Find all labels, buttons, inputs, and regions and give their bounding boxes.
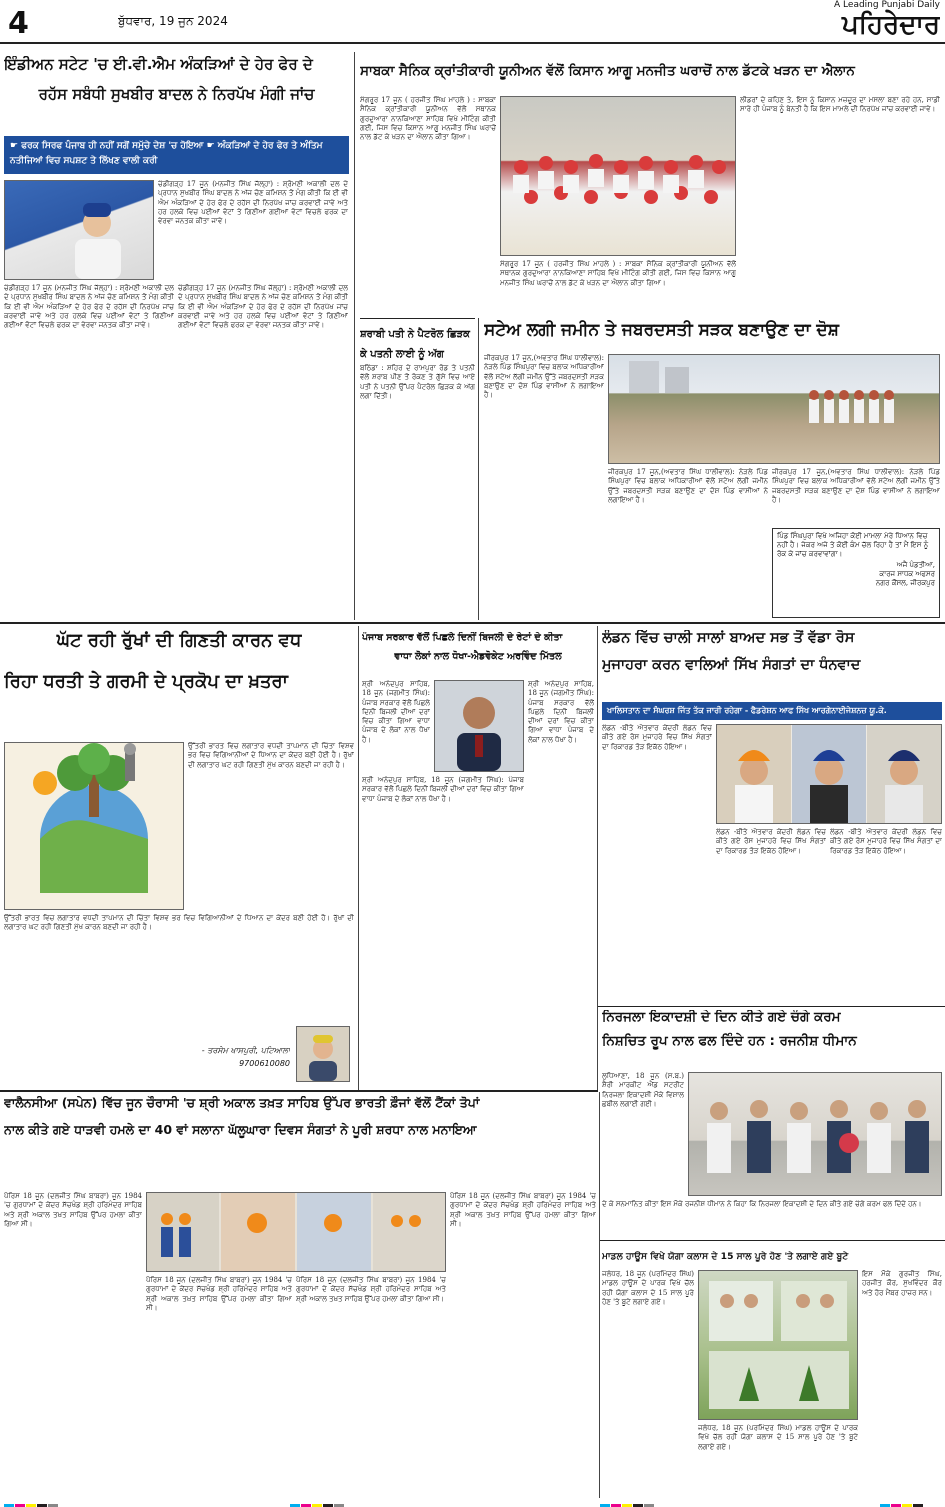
- story-valencia-col-2: [146, 1276, 292, 1498]
- story-evm-lead-right: ਚੰਡੀਗੜ੍ਹ 17 ਜੂਨ (ਮਨਜੀਤ ਸਿੰਘ ਜੱਲ੍ਹਾ) : ਸ਼੍ਰੋਮਣੀ ਅਕਾਲੀ ਦਲ ਦੇ ਪ੍ਰਧਾਨ ਸੁਖਬੀਰ ਸਿੰਘ ਬਾਦਲ ਨੇ ਅੱਜ ਚੋਣ ਕਮਿਸ਼ਨ ਤੋਂ ਮੰਗ ਕੀਤੀ ਕਿ ਈ ਵੀ ਐਮ ਅੰਕੜਿਆਂ ਦੇ ਹੇਰ ਫੇਰ ਦੇ ਰਹੱਸ ਦੀ ਨਿਰਪੱਖ ਜਾਂਚ ਕਰਵਾਈ ਜਾਵੇ ਅਤੇ ਹਰ ਹਲਕੇ ਵਿਚ ਪਈਆਂ ਵੋਟਾਂ ਤੇ ਗਿਣੀਆਂ ਗਈਆਂ ਵੋਟਾਂ ਵਿਚਲੇ ਫਰਕ ਦਾ ਵੇਰਵਾ ਜਨਤਕ ਕੀਤਾ ਜਾਵੇ।: [158, 180, 348, 226]
- page-number-text: 4: [8, 6, 29, 41]
- story-valencia-lead: ਪੈਰਿਸ 18 ਜੂਨ (ਦਲਜੀਤ ਸਿੰਘ ਬਾਬਰਾ) ਜੂਨ 1984 'ਚ ਗੁਰਧਾਮਾਂ ਦੇ ਕੇਂਦਰ ਸੱਚਖੰਡ ਸ਼੍ਰੀ ਹਰਿਮੰਦਰ ਸਾਹਿਬ ਅਤੇ ਸ਼੍ਰੀ ਅਕਾਲ ਤਖ਼ਤ ਸਾਹਿਬ ਉੱਪਰ ਹਮਲਾ ਕੀਤਾ ਗਿਆ ਸੀ।: [4, 1192, 142, 1228]
- story-ekadashi-bottom-text: ਦੇ ਕੇ ਸਨਮਾਨਿਤ ਕੀਤਾ ਇਸ ਮੌਕੇ ਰਜਨੀਸ਼ ਧੀਮਾਨ ਨੇ ਕਿਹਾ ਕਿ ਨਿਰਜਲਾ ਇਕਾਦਸ਼ੀ ਦੇ ਦਿਨ ਕੀਤੇ ਗਏ ਚੰਗੇ ਕਰਮ ਫਲ ਦਿੰਦੇ ਹਨ।: [602, 1200, 922, 1208]
- story-valencia-lead-4: ਪੈਰਿਸ 18 ਜੂਨ (ਦਲਜੀਤ ਸਿੰਘ ਬਾਬਰਾ) ਜੂਨ 1984 'ਚ ਗੁਰਧਾਮਾਂ ਦੇ ਕੇਂਦਰ ਸੱਚਖੰਡ ਸ਼੍ਰੀ ਹਰਿਮੰਦਰ ਸਾਹਿਬ ਅਤੇ ਸ਼੍ਰੀ ਅਕਾਲ ਤਖ਼ਤ ਸਾਹਿਬ ਉੱਪਰ ਹਮਲਾ ਕੀਤਾ ਗਿਆ ਸੀ।: [450, 1192, 596, 1228]
- story-london-lead: ਲੰਡਨ -ਬੀਤੇ ਐਤਵਾਰ ਕੇਂਦਰੀ ਲੰਡਨ ਵਿਚ ਕੀਤੇ ਗਏ ਰੋਸ ਮੁਜਾਹਰੇ ਵਿਚ ਸਿੱਖ ਸੰਗਤਾਂ ਦਾ ਰਿਕਾਰਡ ਤੋੜ ਇਕੱਠ ਹੋਇਆ।: [602, 724, 712, 751]
- story-exservicemen-col-1: [360, 96, 496, 316]
- story-trees-lead: ਉੱਤਰੀ ਭਾਰਤ ਵਿਚ ਲਗਾਤਾਰ ਵਧਦੀ ਤਾਪਮਾਨ ਦੀ ਚਿੰਤਾ ਵਿਸ਼ਵ ਭਰ ਵਿਚ ਵਿਗਿਆਨੀਆਂ ਦੇ ਧਿਆਨ ਦਾ ਕੇਂਦਰ ਬਣੀ ਹੋਈ ਹੈ। ਰੁੱਖਾਂ ਦੀ ਲਗਾਤਾਰ ਘਟ ਰਹੀ ਗਿਣਤੀ ਮੁੱਖ ਕਾਰਨ ਬਣਦੀ ਜਾ ਰਹੀ ਹੈ।: [188, 742, 354, 769]
- column-rule: [354, 52, 355, 620]
- story-valencia-headline-2: ਨਾਲ ਕੀਤੇ ਗਏ ਧਾੜਵੀ ਹਮਲੇ ਦਾ 40 ਵਾਂ ਸਲਾਨਾ ਘੱਲੂਘਾਰਾ ਦਿਵਸ ਸੰਗਤਾਂ ਨੇ ਪੂਰੀ ਸ਼ਰਧਾ ਨਾਲ ਮਨਾਇਆ: [4, 1121, 477, 1137]
- story-evm-subhead: [4, 136, 349, 174]
- story-valencia-headline: [4, 1096, 598, 1158]
- official-quote-box: [772, 528, 940, 618]
- page-number: [8, 4, 38, 44]
- story-trees-headline-2: ਰਿਹਾ ਧਰਤੀ ਤੇ ਗਰਮੀ ਦੇ ਪ੍ਰਕੋਪ ਦਾ ਖ਼ਤਰਾ: [4, 671, 288, 693]
- story-valencia-headline-1: ਵਾਲੈਨਸੀਆ (ਸਪੇਨ) ਵਿੱਚ ਜੂਨ ਚੌਰਾਸੀ 'ਚ ਸ਼੍ਰੀ ਅਕਾਲ ਤਖ਼ਤ ਸਾਹਿਬ ਉੱਪਰ ਭਾਰਤੀ ਫ਼ੌਜਾਂ ਵੱਲੋਂ ਟੈਂਕਾਂ ਤੋਪਾਂ: [4, 1096, 480, 1110]
- story-electricity-col-1: [362, 776, 524, 1086]
- story-electricity-headline-1: ਪੰਜਾਬ ਸਰਕਾਰ ਵੱਲੋਂ ਪਿਛਲੇ ਦਿਨੀਂ ਬਿਜਲੀ ਦੇ ਰੇਟਾਂ ਦੇ ਕੀਤਾ: [362, 632, 563, 643]
- sidebar-body-text: ਬਠਿੰਡਾ : ਸ਼ਹਿਰ ਦੇ ਰਾਮਪੁਰਾ ਰੋਡ ਤੇ ਪਤਨੀ ਵੱਲੋਂ ਸ਼ਰਾਬ ਪੀਣ ਤੋਂ ਰੋਕਣ ਤੇ ਗੁੱਸੇ ਵਿਚ ਆਏ ਪਤੀ ਨੇ ਪਤਨੀ ਉੱਪਰ ਪੈਟਰੋਲ ਛਿੜਕ ਕੇ ਅੱਗ ਲਗਾ ਦਿੱਤੀ।: [360, 364, 475, 400]
- road-site-photo: [608, 354, 940, 464]
- story-stay-land-headline: [484, 320, 944, 350]
- crowd-icon: [501, 97, 735, 255]
- story-exservicemen-right-text: ਲੀਡਰਾਂ ਦੇ ਕਹਿਣ ਤੇ, ਇਸ ਨੂੰ ਕਿਸਾਨ ਮਜ਼ਦੂਰ ਦਾ ਮਸਲਾ ਬਣਾ ਰਹੇ ਹਨ, ਸਾਡੀ ਸਾਰੇ ਹੀ ਪੰਜਾਬ ਨੂੰ ਬੇਨਤੀ ਹੈ ਕਿ ਇਸ ਮਾਮਲੇ ਦੀ ਨਿਰਪੱਖ ਜਾਂਚ ਕਰਵਾਈ ਜਾਵੇ।: [740, 96, 940, 114]
- story-yoga-col-1: [602, 1270, 694, 1496]
- earth-tree-icon: [5, 743, 183, 909]
- story-evm-lead-2: ਚੰਡੀਗੜ੍ਹ 17 ਜੂਨ (ਮਨਜੀਤ ਸਿੰਘ ਜੱਲ੍ਹਾ) : ਸ਼੍ਰੋਮਣੀ ਅਕਾਲੀ ਦਲ ਦੇ ਪ੍ਰਧਾਨ ਸੁਖਬੀਰ ਸਿੰਘ ਬਾਦਲ ਨੇ ਅੱਜ ਚੋਣ ਕਮਿਸ਼ਨ ਤੋਂ ਮੰਗ ਕੀਤੀ ਕਿ ਈ ਵੀ ਐਮ ਅੰਕੜਿਆਂ ਦੇ ਹੇਰ ਫੇਰ ਦੇ ਰਹੱਸ ਦੀ ਨਿਰਪੱਖ ਜਾਂਚ ਕਰਵਾਈ ਜਾਵੇ ਅਤੇ ਹਰ ਹਲਕੇ ਵਿਚ ਪਈਆਂ ਵੋਟਾਂ ਤੇ ਗਿਣੀਆਂ ਗਈਆਂ ਵੋਟਾਂ ਵਿਚਲੇ ਫਰਕ ਦਾ ਵੇਰਵਾ ਜਨਤਕ ਕੀਤਾ ਜਾਵੇ।: [178, 284, 348, 330]
- story-yoga-headline-text: ਮਾਡਲ ਹਾਊਸ ਵਿਖੇ ਯੋਗਾ ਕਲਾਸ ਦੇ 15 ਸਾਲ ਪੂਰੇ ਹੋਣ 'ਤੇ ਲਗਾਏ ਗਏ ਬੂਟੇ: [602, 1251, 849, 1262]
- story-trees-headline: [4, 630, 354, 720]
- masthead: [760, 0, 940, 40]
- story-stay-land-lead-2: ਜੀਰਕਪੁਰ 17 ਜੂਨ,(ਅਵਤਾਰ ਸਿੰਘ ਧਾਲੀਵਾਲ): ਨੇੜਲੇ ਪਿੰਡ ਸਿੰਘਪੁਰਾ ਵਿਚ ਬਲਾਕ ਅਧਿਕਾਰੀਆਂ ਵੱਲੋਂ ਸਟੇਅ ਲੱਗੀ ਜਮੀਨ ਉੱਤੇ ਜਬਰਦਸਤੀ ਸੜਕ ਬਣਾਉਣ ਦਾ ਦੋਸ਼ ਪਿੰਡ ਵਾਸੀਆਂ ਨੇ ਲਗਾਇਆ ਹੈ।: [608, 468, 768, 504]
- story-stay-land-col-2: [608, 468, 768, 618]
- story-valencia-col-4: [450, 1192, 596, 1498]
- column-rule-2: [478, 318, 479, 620]
- story-trees-lead-2: ਉੱਤਰੀ ਭਾਰਤ ਵਿਚ ਲਗਾਤਾਰ ਵਧਦੀ ਤਾਪਮਾਨ ਦੀ ਚਿੰਤਾ ਵਿਸ਼ਵ ਭਰ ਵਿਚ ਵਿਗਿਆਨੀਆਂ ਦੇ ਧਿਆਨ ਦਾ ਕੇਂਦਰ ਬਣੀ ਹੋਈ ਹੈ। ਰੁੱਖਾਂ ਦੀ ਲਗਾਤਾਰ ਘਟ ਰਹੀ ਗਿਣਤੀ ਮੁੱਖ ਕਾਰਨ ਬਣਦੀ ਜਾ ਰਹੀ ਹੈ।: [4, 914, 354, 932]
- story-london-banner: [602, 702, 942, 720]
- story-yoga-col-right: [862, 1270, 942, 1496]
- official-quote-text: ਪਿੰਡ ਸਿੰਘਪੁਰਾ ਵਿਖੇ ਅਜਿਹਾ ਕੋਈ ਮਾਮਲਾ ਮੇਰੇ ਧਿਆਨ ਵਿਚ ਨਹੀਂ ਹੈ। ਜੇਕਰ ਅਜੇ ਤੇ ਕੋਈ ਕੰਮ ਚੱਲ ਰਿਹਾ ਹੈ ਤਾਂ ਮੈਂ ਇਸ ਨੂੰ ਰੋਕ ਕੇ ਜਾਂਚ ਕਰਵਾਵਾਂਗਾ।: [777, 532, 929, 558]
- story-london-banner-text: ਖਾਲਿਸਤਾਨ ਦਾ ਸੰਘਰਸ਼ ਜਿੱਤ ਤੱਕ ਜਾਰੀ ਰਹੇਗਾ - ਫੈਡਰੇਸ਼ਨ ਆਫ ਸਿੱਖ ਆਰਗੇਨਾਈਜੇਸ਼ਨਜ਼ ਯੂ.ਕੇ.: [607, 706, 887, 715]
- story-ekadashi-headline-1: ਨਿਰਜਲਾ ਇਕਾਦਸ਼ੀ ਦੇ ਦਿਨ ਕੀਤੇ ਗਏ ਚੰਗੇ ਕਰਮ: [602, 1010, 841, 1025]
- header-rule: [0, 42, 945, 44]
- story-stay-land-col-1: [484, 354, 604, 618]
- section-rule-1: [0, 622, 945, 624]
- registration-bar-right: [600, 1497, 720, 1507]
- story-evm-lead: ਚੰਡੀਗੜ੍ਹ 17 ਜੂਨ (ਮਨਜੀਤ ਸਿੰਘ ਜੱਲ੍ਹਾ) : ਸ਼੍ਰੋਮਣੀ ਅਕਾਲੀ ਦਲ ਦੇ ਪ੍ਰਧਾਨ ਸੁਖਬੀਰ ਸਿੰਘ ਬਾਦਲ ਨੇ ਅੱਜ ਚੋਣ ਕਮਿਸ਼ਨ ਤੋਂ ਮੰਗ ਕੀਤੀ ਕਿ ਈ ਵੀ ਐਮ ਅੰਕੜਿਆਂ ਦੇ ਹੇਰ ਫੇਰ ਦੇ ਰਹੱਸ ਦੀ ਨਿਰਪੱਖ ਜਾਂਚ ਕਰਵਾਈ ਜਾਵੇ ਅਤੇ ਹਰ ਹਲਕੇ ਵਿਚ ਪਈਆਂ ਵੋਟਾਂ ਤੇ ਗਿਣੀਆਂ ਗਈਆਂ ਵੋਟਾਂ ਵਿਚਲੇ ਫਰਕ ਦਾ ਵੇਰਵਾ ਜਨਤਕ ਕੀਤਾ ਜਾਵੇ।: [4, 284, 174, 330]
- story-ekadashi-lead: ਲੁਧਿਆਣਾ, 18 ਜੂਨ (ਸ.ਬ.) ਸ਼ੈਰੀ ਮਾਰਕੀਟ ਐਂਡ ਸਟਰੀਟ ਨਿਰਜਲਾ ਇਕਾਦਸ਼ੀ ਮੌਕੇ ਵਿਸ਼ਾਲ ਛਬੀਲ ਲਗਾਈ ਗਈ।: [602, 1072, 684, 1108]
- story-ekadashi-col-1: [602, 1072, 684, 1196]
- story-valencia-lead-3: ਪੈਰਿਸ 18 ਜੂਨ (ਦਲਜੀਤ ਸਿੰਘ ਬਾਬਰਾ) ਜੂਨ 1984 'ਚ ਗੁਰਧਾਮਾਂ ਦੇ ਕੇਂਦਰ ਸੱਚਖੰਡ ਸ਼੍ਰੀ ਹਰਿਮੰਦਰ ਸਾਹਿਬ ਅਤੇ ਸ਼੍ਰੀ ਅਕਾਲ ਤਖ਼ਤ ਸਾਹਿਬ ਉੱਪਰ ਹਮਲਾ ਕੀਤਾ ਗਿਆ ਸੀ।: [296, 1276, 446, 1303]
- story-stay-land-col-3: [772, 468, 940, 524]
- villagers-icon: [609, 355, 939, 463]
- issue-date: [118, 10, 318, 28]
- story-evm-headline-2: ਰਹੱਸ ਸਬੰਧੀ ਸੁਖਬੀਰ ਬਾਦਲ ਨੇ ਨਿਰਪੱਖ ਮੰਗੀ ਜਾਂਚ: [38, 84, 315, 103]
- column-rule-3: [358, 626, 359, 1090]
- sidebar-rule: [360, 318, 475, 319]
- registration-bar-left: [4, 1497, 124, 1507]
- section-rule-3: [0, 1090, 598, 1092]
- author-phone: 9700610080: [239, 1059, 290, 1068]
- masthead-tagline: A Leading Punjabi Daily: [834, 0, 940, 10]
- column-rule-5: [599, 1092, 600, 1498]
- story-stay-land-lead-3: ਜੀਰਕਪੁਰ 17 ਜੂਨ,(ਅਵਤਾਰ ਸਿੰਘ ਧਾਲੀਵਾਲ): ਨੇੜਲੇ ਪਿੰਡ ਸਿੰਘਪੁਰਾ ਵਿਚ ਬਲਾਕ ਅਧਿਕਾਰੀਆਂ ਵੱਲੋਂ ਸਟੇਅ ਲੱਗੀ ਜਮੀਨ ਉੱਤੇ ਜਬਰਦਸਤੀ ਸੜਕ ਬਣਾਉਣ ਦਾ ਦੋਸ਼ ਪਿੰਡ ਵਾਸੀਆਂ ਨੇ ਲਗਾਇਆ ਹੈ।: [772, 468, 940, 504]
- masthead-title: ਪਹਿਰੇਦਾਰ: [842, 10, 940, 40]
- london-speakers-photo: [716, 724, 942, 824]
- official-quote-designation: ਕਾਰਜ ਸਾਧਕ ਅਫਸਰ: [879, 570, 935, 578]
- story-electricity-col-0: [362, 680, 430, 752]
- story-trees-headline-1: ਘੱਟ ਰਹੀ ਰੁੱਖਾਂ ਦੀ ਗਿਣਤੀ ਕਾਰਨ ਵਧ: [56, 630, 302, 651]
- story-valencia-col-1: [4, 1192, 142, 1498]
- story-london-headline: [602, 630, 944, 698]
- group-felicitation-icon: [689, 1073, 941, 1195]
- story-electricity-headline-2: ਵਾਧਾ ਲੋਕਾਂ ਨਾਲ ਧੋਖਾ-ਐਡਵੋਕੇਟ ਅਰਵਿੰਦ ਮਿੱਤਲ: [394, 651, 562, 663]
- sukhbir-badal-photo: [4, 180, 154, 280]
- story-yoga-lead-2: ਜਲੰਧਰ, 18 ਜੂਨ (ਪਰਮਿੰਦਰ ਸਿੰਘ) ਮਾਡਲ ਹਾਊਸ ਦੇ ਪਾਰਕ ਵਿਖੇ ਚੱਲ ਰਹੀ ਯੋਗਾ ਕਲਾਸ ਦੇ 15 ਸਾਲ ਪੂਰੇ ਹੋਣ 'ਤੇ ਬੂਟੇ ਲਗਾਏ ਗਏ।: [698, 1424, 858, 1451]
- story-evm-col-1: [4, 284, 174, 616]
- yoga-plantation-photo: [698, 1270, 858, 1420]
- author-icon: [297, 1027, 349, 1081]
- section-rule-4: [600, 1240, 945, 1241]
- story-stay-land-lead: ਜੀਰਕਪੁਰ 17 ਜੂਨ,(ਅਵਤਾਰ ਸਿੰਘ ਧਾਲੀਵਾਲ): ਨੇੜਲੇ ਪਿੰਡ ਸਿੰਘਪੁਰਾ ਵਿਚ ਬਲਾਕ ਅਧਿਕਾਰੀਆਂ ਵੱਲੋਂ ਸਟੇਅ ਲੱਗੀ ਜਮੀਨ ਉੱਤੇ ਜਬਰਦਸਤੀ ਸੜਕ ਬਣਾਉਣ ਦਾ ਦੋਸ਼ ਪਿੰਡ ਵਾਸੀਆਂ ਨੇ ਲਗਾਇਆ ਹੈ।: [484, 354, 604, 400]
- story-evm-col-right: [158, 180, 348, 280]
- story-london-lead-3: ਲੰਡਨ -ਬੀਤੇ ਐਤਵਾਰ ਕੇਂਦਰੀ ਲੰਡਨ ਵਿਚ ਕੀਤੇ ਗਏ ਰੋਸ ਮੁਜਾਹਰੇ ਵਿਚ ਸਿੱਖ ਸੰਗਤਾਂ ਦਾ ਰਿਕਾਰਡ ਤੋੜ ਇਕੱਠ ਹੋਇਆ।: [830, 828, 942, 855]
- story-electricity-lead-0: ਸ਼੍ਰੀ ਅਨੰਦਪੁਰ ਸਾਹਿਬ, 18 ਜੂਨ (ਜਗਮੀਤ ਸਿੰਘ): ਪੰਜਾਬ ਸਰਕਾਰ ਵੱਲੋਂ ਪਿਛਲੇ ਦਿਨੀਂ ਬਿਜਲੀ ਦੀਆਂ ਦਰਾਂ ਵਿਚ ਕੀਤਾ ਗਿਆ ਵਾਧਾ ਪੰਜਾਬ ਦੇ ਲੋਕਾਂ ਨਾਲ ਧੋਖਾ ਹੈ।: [362, 680, 430, 744]
- story-trees-col-right: [188, 742, 354, 910]
- story-london-headline-1: ਲੰਡਨ ਵਿੱਚ ਚਾਲੀ ਸਾਲਾਂ ਬਾਅਦ ਸਭ ਤੋਂ ਵੱਡਾ ਰੋਸ: [602, 630, 855, 646]
- story-london-lead-2: ਲੰਡਨ -ਬੀਤੇ ਐਤਵਾਰ ਕੇਂਦਰੀ ਲੰਡਨ ਵਿਚ ਕੀਤੇ ਗਏ ਰੋਸ ਮੁਜਾਹਰੇ ਵਿਚ ਸਿੱਖ ਸੰਗਤਾਂ ਦਾ ਰਿਕਾਰਡ ਤੋੜ ਇਕੱਠ ਹੋਇਆ।: [716, 828, 826, 855]
- author-credit: [150, 1044, 290, 1084]
- issue-date-text: ਬੁੱਧਵਾਰ, 19 ਜੂਨ 2024: [118, 14, 228, 28]
- section-rule-2: [598, 1006, 945, 1007]
- story-trees-col-bottom: [4, 914, 354, 1024]
- official-quote-office: ਨਗਰ ਕੌਂਸਲ, ਜੀਰਕਪੁਰ: [875, 579, 935, 587]
- story-exservicemen-col-right: [740, 96, 940, 316]
- climate-illustration: [4, 742, 184, 910]
- story-london-headline-2: ਮੁਜਾਹਰਾ ਕਰਨ ਵਾਲਿਆਂ ਸਿੱਖ ਸੰਗਤਾਂ ਦਾ ਧੰਨਵਾਦ: [602, 657, 861, 674]
- story-exservicemen-lead: ਸੰਗਰੂਰ 17 ਜੂਨ ( ਹਰਜੀਤ ਸਿੰਘ ਮਾਹਲੇ ) : ਸਾਬਕਾ ਸੈਨਿਕ ਕ੍ਰਾਂਤੀਕਾਰੀ ਯੂਨੀਅਨ ਵੱਲੋਂ ਸਥਾਨਕ ਗੁਰਦੁਆਰਾ ਨਾਨਕਿਆਣਾ ਸਾਹਿਬ ਵਿਖੇ ਮੀਟਿੰਗ ਕੀਤੀ ਗਈ, ਜਿਸ ਵਿਚ ਕਿਸਾਨ ਆਗੂ ਮਨਜੀਤ ਸਿੰਘ ਘਰਾਚੋਂ ਨਾਲ ਡੱਟ ਕੇ ਖੜਨ ਦਾ ਐਲਾਨ ਕੀਤਾ ਗਿਆ।: [360, 96, 496, 142]
- story-evm-headline-1: ਇੰਡੀਅਨ ਸਟੇਟ 'ਚ ਈ.ਵੀ.ਐਮ ਅੰਕੜਿਆਂ ਦੇ ਹੇਰ ਫੇਰ ਦੇ: [4, 56, 313, 73]
- story-evm-headline: [4, 56, 349, 128]
- story-evm-subhead-text: ☛ ਫਰਕ ਸਿਰਫ ਪੰਜਾਬ ਹੀ ਨਹੀਂ ਸਗੋਂ ਸਮੁੱਚੇ ਦੇਸ਼ 'ਚ ਹੋਇਆ ☛ ਅੰਕੜਿਆਂ ਦੇ ਹੇਰ ਫੇਰ ਤੇ ਅੰਤਿਮ ਨਤੀਜਿਆਂ ਵਿਚ ਸਪਸ਼ਟ ਤੇ ਲਿੱਖਣ ਵਾਲੀ ਕਰੀ: [10, 141, 323, 166]
- story-exservicemen-lead-2: ਸੰਗਰੂਰ 17 ਜੂਨ ( ਹਰਜੀਤ ਸਿੰਘ ਮਾਹਲੇ ) : ਸਾਬਕਾ ਸੈਨਿਕ ਕ੍ਰਾਂਤੀਕਾਰੀ ਯੂਨੀਅਨ ਵੱਲੋਂ ਸਥਾਨਕ ਗੁਰਦੁਆਰਾ ਨਾਨਕਿਆਣਾ ਸਾਹਿਬ ਵਿਖੇ ਮੀਟਿੰਗ ਕੀਤੀ ਗਈ, ਜਿਸ ਵਿਚ ਕਿਸਾਨ ਆਗੂ ਮਨਜੀਤ ਸਿੰਘ ਘਰਾਚੋਂ ਨਾਲ ਡੱਟ ਕੇ ਖੜਨ ਦਾ ਐਲਾਨ ਕੀਤਾ ਗਿਆ।: [500, 260, 736, 287]
- story-electricity-lead-2: ਸ਼੍ਰੀ ਅਨੰਦਪੁਰ ਸਾਹਿਬ, 18 ਜੂਨ (ਜਗਮੀਤ ਸਿੰਘ): ਪੰਜਾਬ ਸਰਕਾਰ ਵੱਲੋਂ ਪਿਛਲੇ ਦਿਨੀਂ ਬਿਜਲੀ ਦੀਆਂ ਦਰਾਂ ਵਿਚ ਕੀਤਾ ਗਿਆ ਵਾਧਾ ਪੰਜਾਬ ਦੇ ਲੋਕਾਂ ਨਾਲ ਧੋਖਾ ਹੈ।: [528, 680, 594, 744]
- ekadashi-photo: [688, 1072, 942, 1196]
- sikh-leaders-icon: [717, 725, 941, 823]
- story-yoga-right-text: ਇਸ ਮੌਕੇ ਗੁਰਜੀਤ ਸਿੰਘ, ਹਰਜੀਤ ਕੌਰ, ਸੁਖਵਿੰਦਰ ਕੌਰ ਅਤੇ ਹੋਰ ਮੈਂਬਰ ਹਾਜ਼ਰ ਸਨ।: [862, 1270, 942, 1297]
- story-ekadashi-headline-2: ਨਿਸ਼ਚਿਤ ਰੂਪ ਨਾਲ ਫਲ ਦਿੰਦੇ ਹਨ : ਰਜਨੀਸ਼ ਧੀਮਾਨ: [602, 1032, 857, 1049]
- tree-planting-icon: [699, 1271, 857, 1419]
- official-quote-name: ਅਜੈ ਪੰਡਤੀਆ,: [896, 561, 935, 569]
- story-exservicemen-headline: [360, 60, 945, 82]
- registration-bar-center: [290, 1497, 410, 1507]
- author-photo: [296, 1026, 350, 1082]
- story-valencia-lead-2: ਪੈਰਿਸ 18 ਜੂਨ (ਦਲਜੀਤ ਸਿੰਘ ਬਾਬਰਾ) ਜੂਨ 1984 'ਚ ਗੁਰਧਾਮਾਂ ਦੇ ਕੇਂਦਰ ਸੱਚਖੰਡ ਸ਼੍ਰੀ ਹਰਿਮੰਦਰ ਸਾਹਿਬ ਅਤੇ ਸ਼੍ਰੀ ਅਕਾਲ ਤਖ਼ਤ ਸਾਹਿਬ ਉੱਪਰ ਹਮਲਾ ਕੀਤਾ ਗਿਆ ਸੀ।: [146, 1276, 292, 1312]
- registration-bar-far-right: [880, 1497, 940, 1507]
- column-rule-4: [597, 626, 598, 1090]
- arvind-mittal-photo: [434, 680, 524, 772]
- story-yoga-headline: [602, 1244, 944, 1266]
- person-silhouette-icon: [5, 181, 153, 279]
- story-ekadashi-headline: [602, 1010, 944, 1068]
- sidebar-headline: [360, 322, 475, 362]
- sidebar-body: [360, 364, 475, 618]
- exservicemen-meeting-photo: [500, 96, 736, 256]
- story-stay-land-headline-text: ਸਟੇਅ ਲਗੀ ਜਮੀਨ ਤੇ ਜਬਰਦਸਤੀ ਸੜਕ ਬਣਾਉਣ ਦਾ ਦੋਸ਼: [484, 320, 839, 340]
- story-exservicemen-below-photo: [500, 260, 736, 316]
- story-valencia-col-3: [296, 1276, 446, 1498]
- story-exservicemen-headline-text: ਸਾਬਕਾ ਸੈਨਿਕ ਕ੍ਰਾਂਤੀਕਾਰੀ ਯੂਨੀਅਨ ਵੱਲੋਂ ਕਿਸਾਨ ਆਗੂ ਮਨਜੀਤ ਘਰਾਚੋਂ ਨਾਲ ਡੱਟਕੇ ਖੜਨ ਦਾ ਐਲਾਨ: [360, 63, 855, 79]
- story-electricity-col-2: [528, 680, 594, 1086]
- story-evm-col-2: [178, 284, 348, 616]
- author-name: - ਤਰਸੇਮ ਖਾਸਪੁਰੀ, ਪਟਿਆਲਾ: [201, 1046, 290, 1055]
- story-electricity-lead: ਸ਼੍ਰੀ ਅਨੰਦਪੁਰ ਸਾਹਿਬ, 18 ਜੂਨ (ਜਗਮੀਤ ਸਿੰਘ): ਪੰਜਾਬ ਸਰਕਾਰ ਵੱਲੋਂ ਪਿਛਲੇ ਦਿਨੀਂ ਬਿਜਲੀ ਦੀਆਂ ਦਰਾਂ ਵਿਚ ਕੀਤਾ ਗਿਆ ਵਾਧਾ ਪੰਜਾਬ ਦੇ ਲੋਕਾਂ ਨਾਲ ਧੋਖਾ ਹੈ।: [362, 776, 524, 803]
- valencia-gurdwara-photo: [146, 1192, 446, 1272]
- story-yoga-col-2: [698, 1424, 858, 1496]
- sidebar-headline-text: ਸ਼ਰਾਬੀ ਪਤੀ ਨੇ ਪੈਟਰੋਲ ਛਿੜਕ ਕੇ ਪਤਨੀ ਲਾਈ ਨੂੰ ਅੱਗ: [360, 329, 470, 360]
- advocate-icon: [435, 681, 523, 771]
- story-yoga-lead: ਜਲੰਧਰ, 18 ਜੂਨ (ਪਰਮਿੰਦਰ ਸਿੰਘ) ਮਾਡਲ ਹਾਊਸ ਦੇ ਪਾਰਕ ਵਿਖੇ ਚੱਲ ਰਹੀ ਯੋਗਾ ਕਲਾਸ ਦੇ 15 ਸਾਲ ਪੂਰੇ ਹੋਣ 'ਤੇ ਬੂਟੇ ਲਗਾਏ ਗਏ।: [602, 1270, 694, 1306]
- sangat-icon: [147, 1193, 445, 1271]
- story-electricity-headline: [362, 632, 594, 676]
- story-ekadashi-bottom: [602, 1200, 942, 1238]
